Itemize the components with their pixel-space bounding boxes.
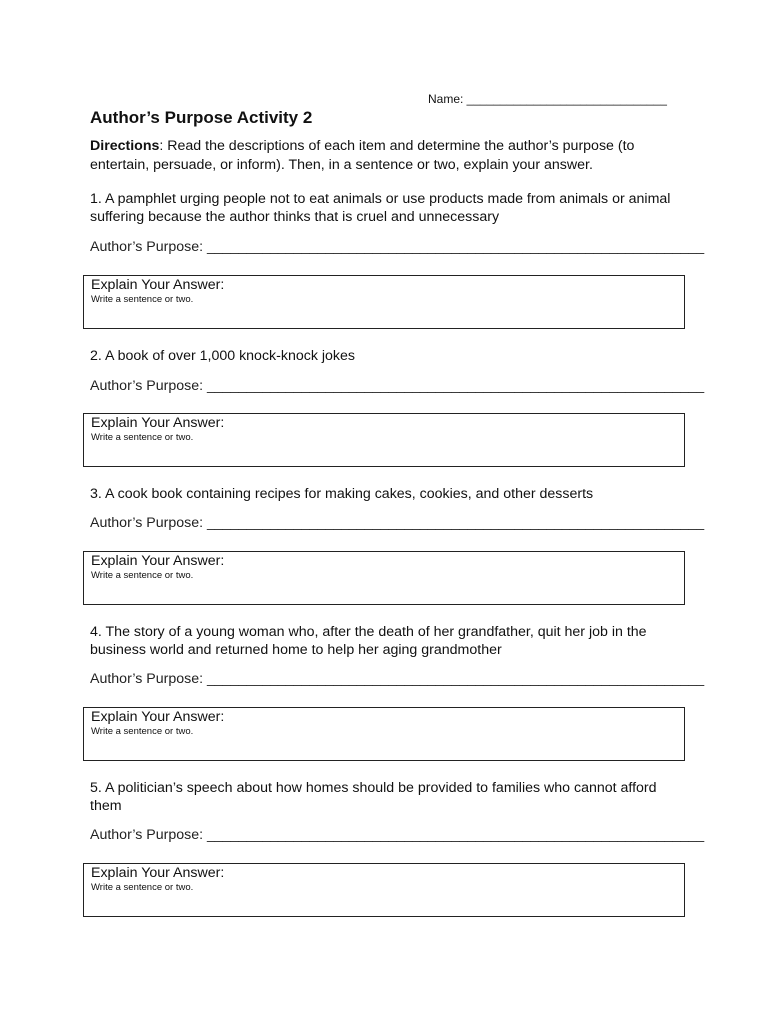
question-3: 3. A cook book containing recipes for making cakes, cookies, and other desserts — [90, 486, 594, 502]
explain-box-5[interactable] — [83, 863, 685, 917]
explain-box-2[interactable] — [83, 413, 685, 467]
name-field[interactable]: Name: ______________________________ — [428, 92, 667, 106]
directions-text: : Read the descriptions of each item and determine the author’s purpose (to entertain, persuade, or inform). Then, in a sentence or two, explain your answer. — [90, 138, 635, 173]
page-title: Author’s Purpose Activity 2 — [90, 108, 313, 127]
explain-hint: Write a sentence or two. — [91, 882, 194, 893]
explain-title: Explain Your Answer: — [91, 553, 225, 569]
explain-title: Explain Your Answer: — [91, 865, 225, 881]
explain-hint: Write a sentence or two. — [91, 432, 194, 443]
explain-box-3[interactable] — [83, 551, 685, 605]
explain-hint: Write a sentence or two. — [91, 294, 194, 305]
purpose-line-4[interactable]: Author’s Purpose: _______________________________________________________________ — [90, 671, 705, 687]
question-2: 2. A book of over 1,000 knock-knock jokes — [90, 348, 355, 364]
purpose-line-5[interactable]: Author’s Purpose: _______________________________________________________________ — [90, 827, 705, 843]
directions — [90, 137, 690, 175]
purpose-line-3[interactable]: Author’s Purpose: _______________________________________________________________ — [90, 515, 705, 531]
explain-hint: Write a sentence or two. — [91, 726, 194, 737]
directions-label: Directions — [90, 138, 160, 154]
question-4: 4. The story of a young woman who, after the death of her grandfather, quit her job in the business world and returned home to help her aging grandmother — [90, 624, 647, 658]
explain-title: Explain Your Answer: — [91, 277, 225, 293]
explain-hint: Write a sentence or two. — [91, 570, 194, 581]
purpose-line-2[interactable]: Author’s Purpose: _______________________________________________________________ — [90, 378, 705, 394]
explain-box-1[interactable] — [83, 275, 685, 329]
question-1: 1. A pamphlet urging people not to eat animals or use products made from animals or animal suffering because the author thinks that is cruel and unnecessary — [90, 191, 671, 225]
purpose-line-1[interactable]: Author’s Purpose: _______________________________________________________________ — [90, 239, 705, 255]
explain-title: Explain Your Answer: — [91, 415, 225, 431]
explain-box-4[interactable] — [83, 707, 685, 761]
explain-title: Explain Your Answer: — [91, 709, 225, 725]
question-5: 5. A politician’s speech about how homes should be provided to families who cannot afford them — [90, 780, 657, 814]
